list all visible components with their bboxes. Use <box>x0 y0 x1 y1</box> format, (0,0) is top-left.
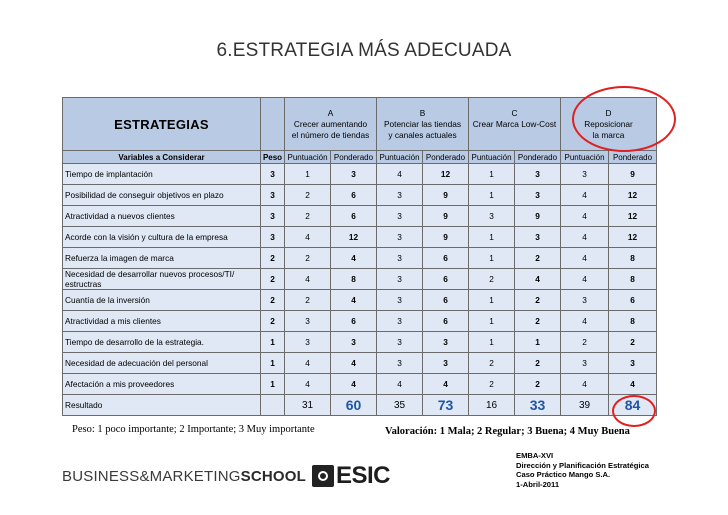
table-row <box>63 353 657 374</box>
a-w-cell: 12 <box>331 227 377 248</box>
table-row <box>63 374 657 395</box>
peso-cell: 3 <box>261 227 285 248</box>
table-row <box>63 311 657 332</box>
b-w-cell: 12 <box>423 164 469 185</box>
table-row <box>63 332 657 353</box>
d-w-cell: 12 <box>609 185 657 206</box>
b-p-cell: 4 <box>377 374 423 395</box>
info-subject: Dirección y Planificación Estratégica <box>516 460 649 470</box>
table-row <box>63 185 657 206</box>
d-w-cell: 6 <box>609 290 657 311</box>
table-row <box>63 290 657 311</box>
a-w-cell: 4 <box>331 374 377 395</box>
peso-cell: 2 <box>261 269 285 290</box>
a-p-cell: 2 <box>285 206 331 227</box>
d-p-cell: 4 <box>561 185 609 206</box>
b-p-cell: 3 <box>377 290 423 311</box>
c-w-cell: 9 <box>515 206 561 227</box>
b-p-cell: 3 <box>377 269 423 290</box>
a-p-cell: 4 <box>285 353 331 374</box>
b-p-cell: 4 <box>377 164 423 185</box>
table-row <box>63 206 657 227</box>
d-w-cell: 12 <box>609 206 657 227</box>
b-w-cell: 6 <box>423 290 469 311</box>
c-p-cell: 1 <box>469 290 515 311</box>
criterion-cell: Afectación a mis proveedores <box>63 374 261 395</box>
peso-cell: 3 <box>261 185 285 206</box>
d-p-cell: 4 <box>561 374 609 395</box>
peso-cell: 3 <box>261 206 285 227</box>
a-p-cell: 4 <box>285 227 331 248</box>
best-score-highlight-circle <box>612 395 656 427</box>
b-w-cell: 9 <box>423 206 469 227</box>
b-p-cell: 3 <box>377 311 423 332</box>
result-row <box>63 395 657 416</box>
a-w-cell: 8 <box>331 269 377 290</box>
a-p-cell: 2 <box>285 248 331 269</box>
criterion-cell: Acorde con la visión y cultura de la empresa <box>63 227 261 248</box>
c-w-cell: 4 <box>515 269 561 290</box>
criterion-cell: Posibilidad de conseguir objetivos en plazo <box>63 185 261 206</box>
strategy-d-line2: la marca <box>592 129 625 140</box>
info-date: 1-Abril-2011 <box>516 479 560 489</box>
result-c-puntuacion: 16 <box>469 395 515 416</box>
c-p-cell: 1 <box>469 311 515 332</box>
a-p-cell: 4 <box>285 269 331 290</box>
a-w-cell: 3 <box>331 332 377 353</box>
criterion-cell: Necesidad de adecuación del personal <box>63 353 261 374</box>
c-p-cell: 1 <box>469 185 515 206</box>
b-w-cell: 6 <box>423 269 469 290</box>
result-peso-empty <box>261 395 285 416</box>
b-ponderado-header: Ponderado <box>423 151 469 164</box>
c-w-cell: 2 <box>515 353 561 374</box>
strategy-a-line1: Crecer aumentando <box>293 118 368 129</box>
b-w-cell: 3 <box>423 353 469 374</box>
c-w-cell: 3 <box>515 185 561 206</box>
estrategias-header: ESTRATEGIAS <box>63 98 261 151</box>
c-w-cell: 2 <box>515 374 561 395</box>
d-p-cell: 4 <box>561 269 609 290</box>
peso-cell: 1 <box>261 332 285 353</box>
peso-cell: 2 <box>261 248 285 269</box>
a-p-cell: 2 <box>285 185 331 206</box>
a-w-cell: 6 <box>331 311 377 332</box>
a-w-cell: 6 <box>331 206 377 227</box>
b-puntuacion-header: Puntuación <box>377 151 423 164</box>
strategy-table <box>62 97 657 416</box>
c-w-cell: 1 <box>515 332 561 353</box>
strategy-b-header <box>377 98 469 151</box>
d-p-cell: 4 <box>561 248 609 269</box>
peso-header-spacer <box>261 98 285 151</box>
d-w-cell: 3 <box>609 353 657 374</box>
result-a-ponderado: 60 <box>331 395 377 416</box>
a-ponderado-header: Ponderado <box>331 151 377 164</box>
d-w-cell: 8 <box>609 311 657 332</box>
c-puntuacion-header: Puntuación <box>469 151 515 164</box>
school-logo-light: BUSINESS&MARKETING <box>62 468 241 485</box>
b-p-cell: 3 <box>377 332 423 353</box>
b-w-cell: 6 <box>423 311 469 332</box>
criterion-cell: Atractividad a nuevos clientes <box>63 206 261 227</box>
result-d-ponderado: 84 <box>609 395 657 416</box>
a-w-cell: 3 <box>331 164 377 185</box>
d-p-cell: 2 <box>561 332 609 353</box>
strategy-c-line1: Crear Marca Low-Cost <box>472 118 557 129</box>
peso-legend: Peso: 1 poco importante; 2 Importante; 3 Muy importante <box>72 424 315 435</box>
a-puntuacion-header: Puntuación <box>285 151 331 164</box>
c-p-cell: 2 <box>469 353 515 374</box>
c-p-cell: 2 <box>469 374 515 395</box>
result-b-ponderado: 73 <box>423 395 469 416</box>
d-puntuacion-header: Puntuación <box>561 151 609 164</box>
strategy-c-letter: C <box>511 107 518 118</box>
variables-header: Variables a Considerar <box>63 151 261 164</box>
criterion-cell: Atractividad a mis clientes <box>63 311 261 332</box>
esic-logo: ESIC <box>336 462 391 489</box>
strategy-b-line1: Potenciar las tiendas <box>383 118 462 129</box>
page-title: 6.ESTRATEGIA MÁS ADECUADA <box>216 40 512 61</box>
b-p-cell: 3 <box>377 227 423 248</box>
criterion-cell: Necesidad de desarrollar nuevos procesos/TI/ estructras <box>63 269 261 290</box>
table-row <box>63 248 657 269</box>
c-w-cell: 2 <box>515 311 561 332</box>
result-b-puntuacion: 35 <box>377 395 423 416</box>
esic-emblem-icon <box>312 465 334 487</box>
b-w-cell: 4 <box>423 374 469 395</box>
result-d-puntuacion: 39 <box>561 395 609 416</box>
c-w-cell: 3 <box>515 164 561 185</box>
b-p-cell: 3 <box>377 353 423 374</box>
strategy-d-letter: D <box>605 107 612 118</box>
peso-cell: 1 <box>261 374 285 395</box>
peso-cell: 3 <box>261 164 285 185</box>
peso-header: Peso <box>261 151 285 164</box>
a-w-cell: 4 <box>331 353 377 374</box>
d-w-cell: 4 <box>609 374 657 395</box>
c-w-cell: 3 <box>515 227 561 248</box>
d-w-cell: 12 <box>609 227 657 248</box>
strategy-b-line2: y canales actuales <box>388 129 457 140</box>
d-w-cell: 8 <box>609 269 657 290</box>
business-marketing-school-logo <box>62 468 306 485</box>
strategy-a-header <box>285 98 377 151</box>
school-logo-bold: SCHOOL <box>240 468 307 485</box>
criterion-cell: Tiempo de desarrollo de la estrategia. <box>63 332 261 353</box>
a-p-cell: 1 <box>285 164 331 185</box>
a-w-cell: 4 <box>331 290 377 311</box>
c-p-cell: 1 <box>469 332 515 353</box>
peso-cell: 2 <box>261 311 285 332</box>
d-ponderado-header: Ponderado <box>609 151 657 164</box>
d-w-cell: 8 <box>609 248 657 269</box>
strategy-c-line2 <box>469 130 560 141</box>
d-p-cell: 4 <box>561 311 609 332</box>
a-p-cell: 3 <box>285 332 331 353</box>
c-p-cell: 2 <box>469 269 515 290</box>
b-p-cell: 3 <box>377 185 423 206</box>
course-info <box>516 451 649 489</box>
b-w-cell: 9 <box>423 227 469 248</box>
strategy-a-line2: el número de tiendas <box>291 129 370 140</box>
b-p-cell: 3 <box>377 206 423 227</box>
criterion-cell: Cuantía de la inversión <box>63 290 261 311</box>
peso-cell: 2 <box>261 290 285 311</box>
d-p-cell: 4 <box>561 227 609 248</box>
b-w-cell: 3 <box>423 332 469 353</box>
a-p-cell: 3 <box>285 311 331 332</box>
table-row <box>63 269 657 290</box>
d-w-cell: 9 <box>609 164 657 185</box>
c-ponderado-header: Ponderado <box>515 151 561 164</box>
criterion-cell: Refuerza la imagen de marca <box>63 248 261 269</box>
d-p-cell: 3 <box>561 353 609 374</box>
c-p-cell: 3 <box>469 206 515 227</box>
table-row <box>63 164 657 185</box>
criterion-cell: Tiempo de implantación <box>63 164 261 185</box>
d-w-cell: 2 <box>609 332 657 353</box>
valoracion-legend: Valoración: 1 Mala; 2 Regular; 3 Buena; 4 Muy Buena <box>385 426 630 437</box>
info-case: Caso Práctico Mango S.A. <box>516 470 611 480</box>
result-label: Resultado <box>63 395 261 416</box>
c-w-cell: 2 <box>515 248 561 269</box>
a-p-cell: 4 <box>285 374 331 395</box>
strategy-d-line1: Reposicionar <box>584 118 633 129</box>
info-program: EMBA-XVI <box>516 451 554 460</box>
a-p-cell: 2 <box>285 290 331 311</box>
a-w-cell: 4 <box>331 248 377 269</box>
d-p-cell: 4 <box>561 206 609 227</box>
d-p-cell: 3 <box>561 290 609 311</box>
c-p-cell: 1 <box>469 227 515 248</box>
strategy-d-highlight-circle <box>572 86 676 152</box>
strategy-c-header <box>469 98 561 151</box>
b-p-cell: 3 <box>377 248 423 269</box>
c-p-cell: 1 <box>469 164 515 185</box>
peso-cell: 1 <box>261 353 285 374</box>
strategy-a-letter: A <box>327 107 334 118</box>
a-w-cell: 6 <box>331 185 377 206</box>
strategy-table-wrapper <box>62 97 656 416</box>
result-a-puntuacion: 31 <box>285 395 331 416</box>
table-row <box>63 227 657 248</box>
c-p-cell: 1 <box>469 248 515 269</box>
d-p-cell: 3 <box>561 164 609 185</box>
c-w-cell: 2 <box>515 290 561 311</box>
b-w-cell: 6 <box>423 248 469 269</box>
b-w-cell: 9 <box>423 185 469 206</box>
strategy-b-letter: B <box>419 107 426 118</box>
result-c-ponderado: 33 <box>515 395 561 416</box>
